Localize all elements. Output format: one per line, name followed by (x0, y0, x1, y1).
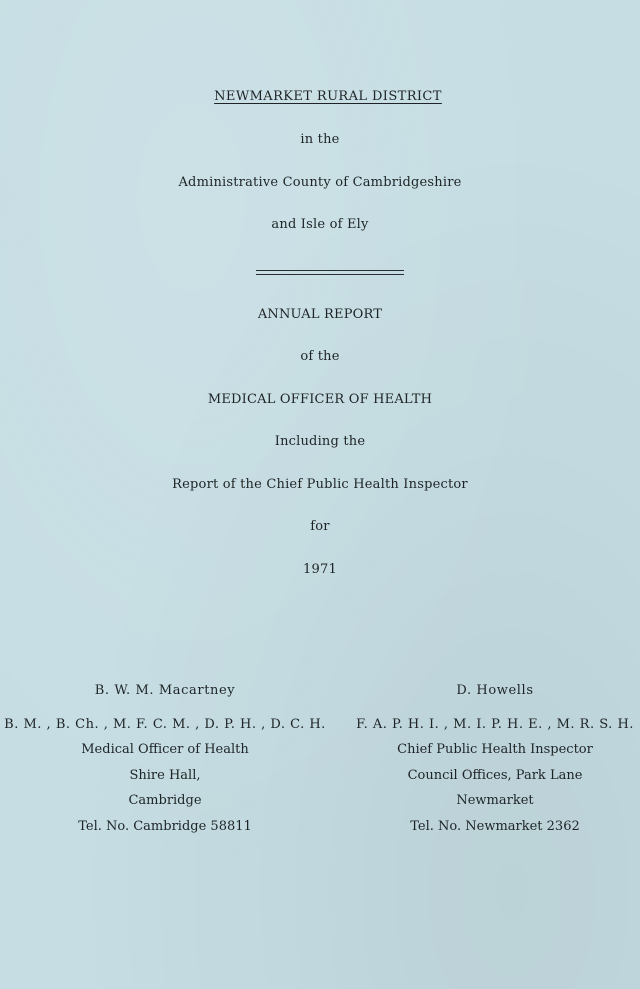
double-rule-divider (256, 270, 404, 275)
annual-report-heading: ANNUAL REPORT (257, 307, 383, 322)
of-the-text: of the (300, 349, 340, 364)
medical-officer-qualifications: B. M. , B. Ch. , M. F. C. M. , D. P. H. , D. C. H. (4, 716, 326, 732)
medical-officer-name: B. W. M. Macartney (94, 683, 236, 698)
medical-officer-phone: Tel. No. Cambridge 58811 (78, 818, 252, 834)
moh-heading: MEDICAL OFFICER OF HEALTH (207, 392, 433, 407)
health-inspector-address-line2: Newmarket (456, 793, 534, 808)
medical-officer-block (0, 683, 330, 844)
health-inspector-name: D. Howells (456, 683, 534, 698)
district-heading: NEWMARKET RURAL DISTRICT (214, 89, 442, 104)
report-year: 1971 (303, 562, 337, 577)
including-text: Including the (274, 434, 366, 449)
health-inspector-title: Chief Public Health Inspector (397, 742, 593, 757)
health-inspector-block (350, 683, 640, 844)
health-inspector-phone: Tel. No. Newmarket 2362 (410, 818, 580, 834)
inspector-report-text: Report of the Chief Public Health Inspector (172, 477, 468, 492)
medical-officer-title: Medical Officer of Health (81, 742, 249, 757)
in-the-text: in the (300, 132, 340, 147)
health-inspector-address-line1: Council Offices, Park Lane (407, 767, 583, 783)
medical-officer-address-line1: Shire Hall, (129, 767, 201, 783)
health-inspector-qualifications: F. A. P. H. I. , M. I. P. H. E. , M. R. S. H. (356, 716, 634, 732)
medical-officer-address-line2: Cambridge (128, 793, 202, 808)
county-text: Administrative County of Cambridgeshire (178, 175, 462, 190)
isle-text: and Isle of Ely (271, 217, 369, 232)
for-text: for (310, 519, 330, 534)
